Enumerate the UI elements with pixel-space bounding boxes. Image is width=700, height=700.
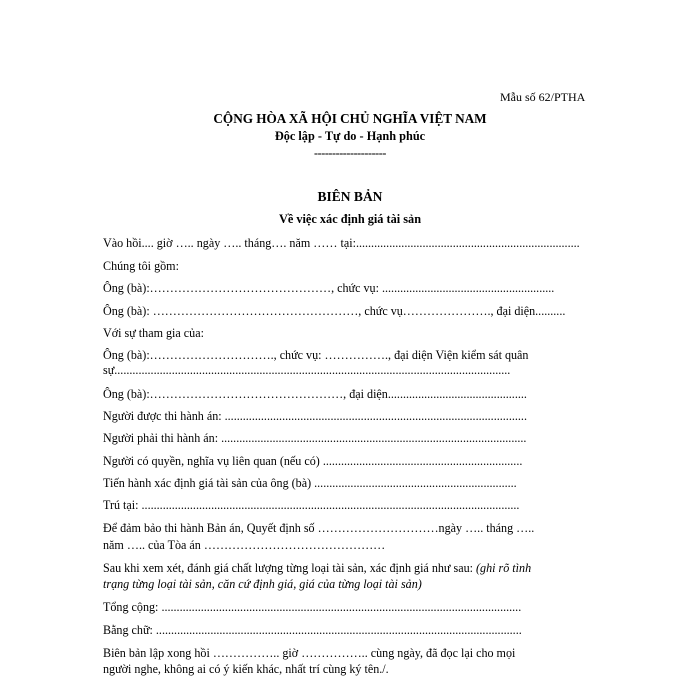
review-text: Sau khi xem xét, đánh giá chất lượng từng loại tài sản, xác định giá như sau: <box>103 561 477 575</box>
header-divider: -------------------- <box>314 146 386 160</box>
enforced-person-line: Người được thi hành án: .................................................................................................... <box>103 409 527 423</box>
related-party-line: Người có quyền, nghĩa vụ liên quan (nếu có) .................................................................. <box>103 454 523 468</box>
member-1-line: Ông (bà):………………………………………, chức vụ: ......................................................... <box>103 281 555 295</box>
prosecutor-line-1: Ông (bà):…………………………., chức vụ: ……………., đại diện Viện kiểm sát quân <box>103 348 529 362</box>
document-title: BIÊN BẢN <box>317 189 383 204</box>
in-words-line: Bằng chữ: ......................................................................................................................... <box>103 623 522 637</box>
form-code: Mẫu số 62/PTHA <box>500 90 586 104</box>
conduct-valuation-line: Tiến hành xác định giá tài sản của ông (bà) ................................................................... <box>103 476 517 490</box>
national-title: CỘNG HÒA XÃ HỘI CHỦ NGHĨA VIỆT NAM <box>213 111 487 126</box>
member-2-line: Ông (bà): ……………………………………………, chức vụ…………………., đại diện.......... <box>103 304 566 318</box>
we-include-label: Chúng tôi gồm: <box>103 259 179 273</box>
review-note-line-2: trạng từng loại tài sản, căn cứ định giá, giá của từng loại tài sản) <box>103 577 422 591</box>
national-motto: Độc lập - Tự do - Hạnh phúc <box>274 129 426 143</box>
prosecutor-line-2: sự................................................................................................................................... <box>103 363 511 377</box>
review-note-start: (ghi rõ tình <box>476 561 532 575</box>
closing-line-1: Biên bản lập xong hồi …………….. giờ …………….. cùng ngày, đã đọc lại cho mọi <box>103 646 516 660</box>
total-line: Tổng cộng: ....................................................................................................................... <box>103 600 522 614</box>
ensure-line-1: Để đảm bảo thi hành Bản án, Quyết định số …………………………ngày ….. tháng ….. <box>103 521 535 535</box>
residence-line: Trú tại: ............................................................................................................................. <box>103 498 520 512</box>
representative-line: Ông (bà):…………………………………………, đại diện.............................................. <box>103 387 527 401</box>
document-subtitle: Về việc xác định giá tài sản <box>278 212 422 226</box>
review-line-1 <box>103 561 600 576</box>
closing-line-2: người nghe, không ai có ý kiến khác, nhất trí cùng ký tên./. <box>103 662 389 676</box>
obliged-person-line: Người phải thi hành án: ..................................................................................................... <box>103 431 527 445</box>
participants-label: Với sự tham gia của: <box>103 326 204 340</box>
time-place-line: Vào hồi.... giờ ….. ngày ….. tháng…. năm …… tại:.......................................................................... <box>103 236 580 250</box>
ensure-line-2: năm ….. của Tòa án ……………………………………… <box>103 538 386 552</box>
